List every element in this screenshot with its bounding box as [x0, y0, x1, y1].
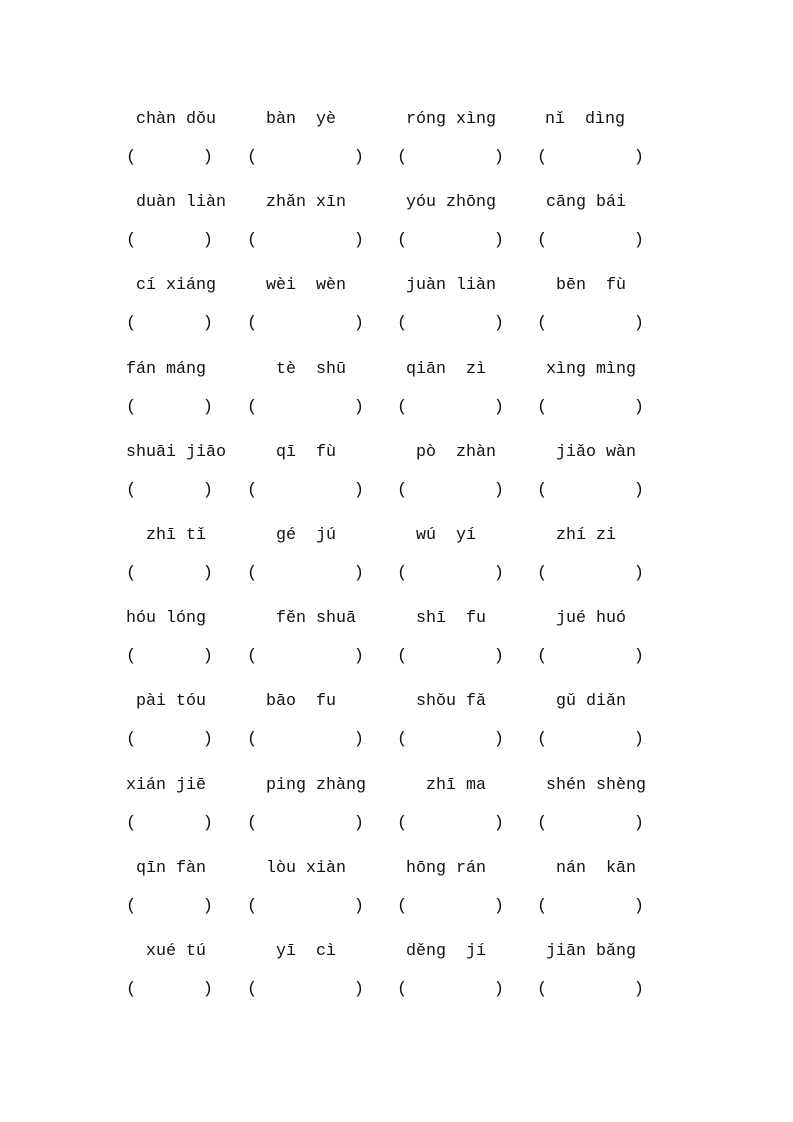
answer-blank: [247, 647, 364, 667]
open-parenthesis: (: [537, 813, 548, 833]
open-parenthesis: (: [126, 564, 137, 583]
close-parenthesis: ): [493, 647, 504, 667]
pinyin-row: [0, 360, 793, 380]
close-parenthesis: ): [202, 564, 213, 583]
pinyin-prompt: róng xìng: [406, 110, 496, 129]
close-parenthesis: ): [353, 730, 364, 750]
answer-blank: [397, 647, 504, 667]
close-parenthesis: ): [633, 148, 644, 167]
answer-blank: [537, 564, 644, 584]
open-parenthesis: (: [247, 480, 258, 500]
open-parenthesis: (: [247, 730, 258, 750]
answer-row: [0, 148, 793, 168]
close-parenthesis: ): [353, 813, 364, 833]
answer-row: [0, 314, 793, 334]
pinyin-prompt: wèi wèn: [266, 276, 346, 296]
open-parenthesis: (: [126, 231, 137, 251]
pinyin-prompt: hōng rán: [406, 858, 486, 878]
answer-blank: [247, 564, 364, 584]
answer-blank: [247, 398, 364, 418]
close-parenthesis: ): [633, 397, 644, 417]
pinyin-row: [0, 443, 793, 463]
pinyin-prompt: tè shū: [276, 359, 346, 379]
pinyin-prompt: nán kān: [556, 858, 636, 878]
answer-row: [0, 398, 793, 418]
pinyin-prompt: wú yí: [416, 526, 476, 545]
answer-row: [0, 231, 793, 251]
answer-blank: [247, 980, 364, 1000]
pinyin-row: [0, 859, 793, 879]
answer-row: [0, 481, 793, 501]
open-parenthesis: (: [537, 564, 548, 583]
pinyin-row: [0, 609, 793, 629]
answer-blank: [126, 231, 213, 251]
close-parenthesis: ): [493, 314, 504, 334]
pinyin-prompt: cí xiáng: [136, 276, 216, 296]
answer-blank: [126, 314, 213, 334]
pinyin-prompt: duàn liàn: [136, 193, 226, 213]
answer-blank: [247, 897, 364, 917]
pinyin-prompt: ping zhàng: [266, 775, 366, 795]
pinyin-row: [0, 526, 793, 546]
pinyin-prompt: bāo fu: [266, 692, 336, 712]
open-parenthesis: (: [397, 647, 408, 667]
answer-blank: [397, 730, 504, 750]
pinyin-prompt: nǐ dìng: [545, 110, 625, 129]
answer-row: [0, 897, 793, 917]
close-parenthesis: ): [202, 397, 213, 417]
answer-blank: [247, 148, 364, 168]
pinyin-prompt: hóu lóng: [126, 609, 206, 629]
pinyin-row: [0, 110, 793, 130]
pinyin-prompt: jiān bǎng: [546, 942, 636, 961]
answer-row: [0, 730, 793, 750]
open-parenthesis: (: [247, 896, 258, 916]
pinyin-prompt: gǔ diǎn: [556, 692, 626, 712]
open-parenthesis: (: [397, 564, 408, 583]
open-parenthesis: (: [537, 980, 548, 999]
open-parenthesis: (: [247, 813, 258, 833]
open-parenthesis: (: [397, 397, 408, 417]
open-parenthesis: (: [397, 480, 408, 500]
pinyin-prompt: zhí zi: [556, 526, 616, 545]
answer-blank: [126, 980, 213, 1000]
open-parenthesis: (: [247, 231, 258, 251]
open-parenthesis: (: [397, 314, 408, 334]
pinyin-prompt: fán máng: [126, 359, 206, 379]
answer-blank: [247, 814, 364, 834]
open-parenthesis: (: [537, 647, 548, 667]
pinyin-prompt: qiān zì: [406, 359, 486, 379]
pinyin-row: [0, 776, 793, 796]
close-parenthesis: ): [202, 730, 213, 750]
pinyin-prompt: zhī tǐ: [146, 526, 206, 545]
pinyin-prompt: shén shèng: [546, 775, 646, 795]
close-parenthesis: ): [353, 480, 364, 500]
close-parenthesis: ): [202, 813, 213, 833]
pinyin-prompt: cāng bái: [546, 193, 626, 213]
close-parenthesis: ): [633, 730, 644, 750]
close-parenthesis: ): [493, 980, 504, 999]
close-parenthesis: ): [493, 480, 504, 500]
open-parenthesis: (: [126, 980, 137, 999]
close-parenthesis: ): [633, 980, 644, 999]
answer-blank: [537, 314, 644, 334]
pinyin-prompt: chàn dǒu: [136, 110, 216, 129]
pinyin-prompt: jué huó: [556, 609, 626, 629]
answer-blank: [397, 314, 504, 334]
close-parenthesis: ): [493, 148, 504, 167]
close-parenthesis: ): [353, 148, 364, 167]
pinyin-prompt: xìng mìng: [546, 359, 636, 379]
pinyin-prompt: fěn shuā: [276, 609, 356, 629]
close-parenthesis: ): [633, 314, 644, 334]
pinyin-prompt: pò zhàn: [416, 442, 496, 462]
answer-blank: [397, 231, 504, 251]
answer-blank: [247, 730, 364, 750]
answer-blank: [397, 980, 504, 1000]
answer-blank: [537, 897, 644, 917]
pinyin-prompt: jiǎo wàn: [556, 442, 636, 462]
open-parenthesis: (: [126, 896, 137, 916]
close-parenthesis: ): [353, 314, 364, 334]
pinyin-prompt: qīn fàn: [136, 858, 206, 878]
open-parenthesis: (: [537, 397, 548, 417]
open-parenthesis: (: [126, 730, 137, 750]
pinyin-prompt: shuāi jiāo: [126, 442, 226, 462]
pinyin-prompt: zhī ma: [426, 775, 486, 795]
open-parenthesis: (: [397, 980, 408, 999]
pinyin-prompt: bēn fù: [556, 276, 626, 296]
answer-row: [0, 564, 793, 584]
close-parenthesis: ): [202, 231, 213, 251]
answer-blank: [126, 148, 213, 168]
answer-blank: [126, 647, 213, 667]
close-parenthesis: ): [633, 896, 644, 916]
close-parenthesis: ): [633, 231, 644, 251]
close-parenthesis: ): [202, 896, 213, 916]
answer-blank: [126, 730, 213, 750]
close-parenthesis: ): [493, 730, 504, 750]
pinyin-prompt: yī cì: [276, 942, 336, 961]
open-parenthesis: (: [397, 148, 408, 167]
pinyin-prompt: xué tú: [146, 942, 206, 961]
open-parenthesis: (: [126, 314, 137, 334]
pinyin-row: [0, 692, 793, 712]
pinyin-row: [0, 276, 793, 296]
answer-blank: [397, 814, 504, 834]
answer-blank: [397, 564, 504, 584]
pinyin-prompt: xián jiē: [126, 775, 206, 795]
open-parenthesis: (: [126, 647, 137, 667]
close-parenthesis: ): [493, 813, 504, 833]
pinyin-prompt: děng jí: [406, 942, 486, 961]
close-parenthesis: ): [202, 314, 213, 334]
open-parenthesis: (: [537, 896, 548, 916]
close-parenthesis: ): [353, 564, 364, 583]
close-parenthesis: ): [202, 647, 213, 667]
close-parenthesis: ): [353, 397, 364, 417]
pinyin-prompt: shǒu fǎ: [416, 692, 486, 712]
close-parenthesis: ): [493, 231, 504, 251]
answer-blank: [126, 398, 213, 418]
answer-blank: [537, 148, 644, 168]
open-parenthesis: (: [126, 397, 137, 417]
answer-blank: [397, 398, 504, 418]
open-parenthesis: (: [126, 148, 137, 167]
close-parenthesis: ): [633, 564, 644, 583]
open-parenthesis: (: [126, 813, 137, 833]
close-parenthesis: ): [353, 647, 364, 667]
pinyin-prompt: pài tóu: [136, 692, 206, 712]
answer-blank: [537, 481, 644, 501]
close-parenthesis: ): [493, 896, 504, 916]
open-parenthesis: (: [397, 896, 408, 916]
close-parenthesis: ): [633, 647, 644, 667]
pinyin-prompt: qī fù: [276, 442, 336, 462]
open-parenthesis: (: [537, 231, 548, 251]
answer-blank: [537, 647, 644, 667]
answer-row: [0, 647, 793, 667]
pinyin-prompt: juàn liàn: [406, 276, 496, 296]
close-parenthesis: ): [633, 813, 644, 833]
close-parenthesis: ): [202, 480, 213, 500]
open-parenthesis: (: [397, 231, 408, 251]
pinyin-prompt: yóu zhōng: [406, 193, 496, 213]
answer-blank: [537, 980, 644, 1000]
open-parenthesis: (: [247, 314, 258, 334]
open-parenthesis: (: [537, 314, 548, 334]
open-parenthesis: (: [537, 730, 548, 750]
pinyin-prompt: lòu xiàn: [266, 858, 346, 878]
close-parenthesis: ): [202, 980, 213, 999]
close-parenthesis: ): [493, 564, 504, 583]
close-parenthesis: ): [202, 148, 213, 167]
close-parenthesis: ): [353, 980, 364, 999]
answer-blank: [537, 814, 644, 834]
close-parenthesis: ): [493, 397, 504, 417]
answer-blank: [537, 231, 644, 251]
close-parenthesis: ): [353, 231, 364, 251]
close-parenthesis: ): [633, 480, 644, 500]
open-parenthesis: (: [247, 148, 258, 167]
open-parenthesis: (: [126, 480, 137, 500]
answer-blank: [247, 481, 364, 501]
answer-blank: [397, 481, 504, 501]
open-parenthesis: (: [397, 813, 408, 833]
pinyin-prompt: zhǎn xīn: [266, 193, 346, 213]
open-parenthesis: (: [247, 564, 258, 583]
pinyin-row: [0, 193, 793, 213]
answer-blank: [126, 564, 213, 584]
open-parenthesis: (: [397, 730, 408, 750]
open-parenthesis: (: [247, 647, 258, 667]
pinyin-row: [0, 942, 793, 962]
answer-blank: [247, 231, 364, 251]
answer-blank: [247, 314, 364, 334]
close-parenthesis: ): [353, 896, 364, 916]
answer-blank: [537, 398, 644, 418]
answer-blank: [126, 814, 213, 834]
answer-row: [0, 980, 793, 1000]
pinyin-prompt: gé jú: [276, 526, 336, 545]
open-parenthesis: (: [537, 148, 548, 167]
open-parenthesis: (: [247, 980, 258, 999]
pinyin-prompt: shī fu: [416, 609, 486, 629]
open-parenthesis: (: [537, 480, 548, 500]
answer-blank: [126, 897, 213, 917]
answer-row: [0, 814, 793, 834]
pinyin-prompt: bàn yè: [266, 110, 336, 129]
answer-blank: [397, 148, 504, 168]
open-parenthesis: (: [247, 397, 258, 417]
answer-blank: [397, 897, 504, 917]
answer-blank: [126, 481, 213, 501]
answer-blank: [537, 730, 644, 750]
